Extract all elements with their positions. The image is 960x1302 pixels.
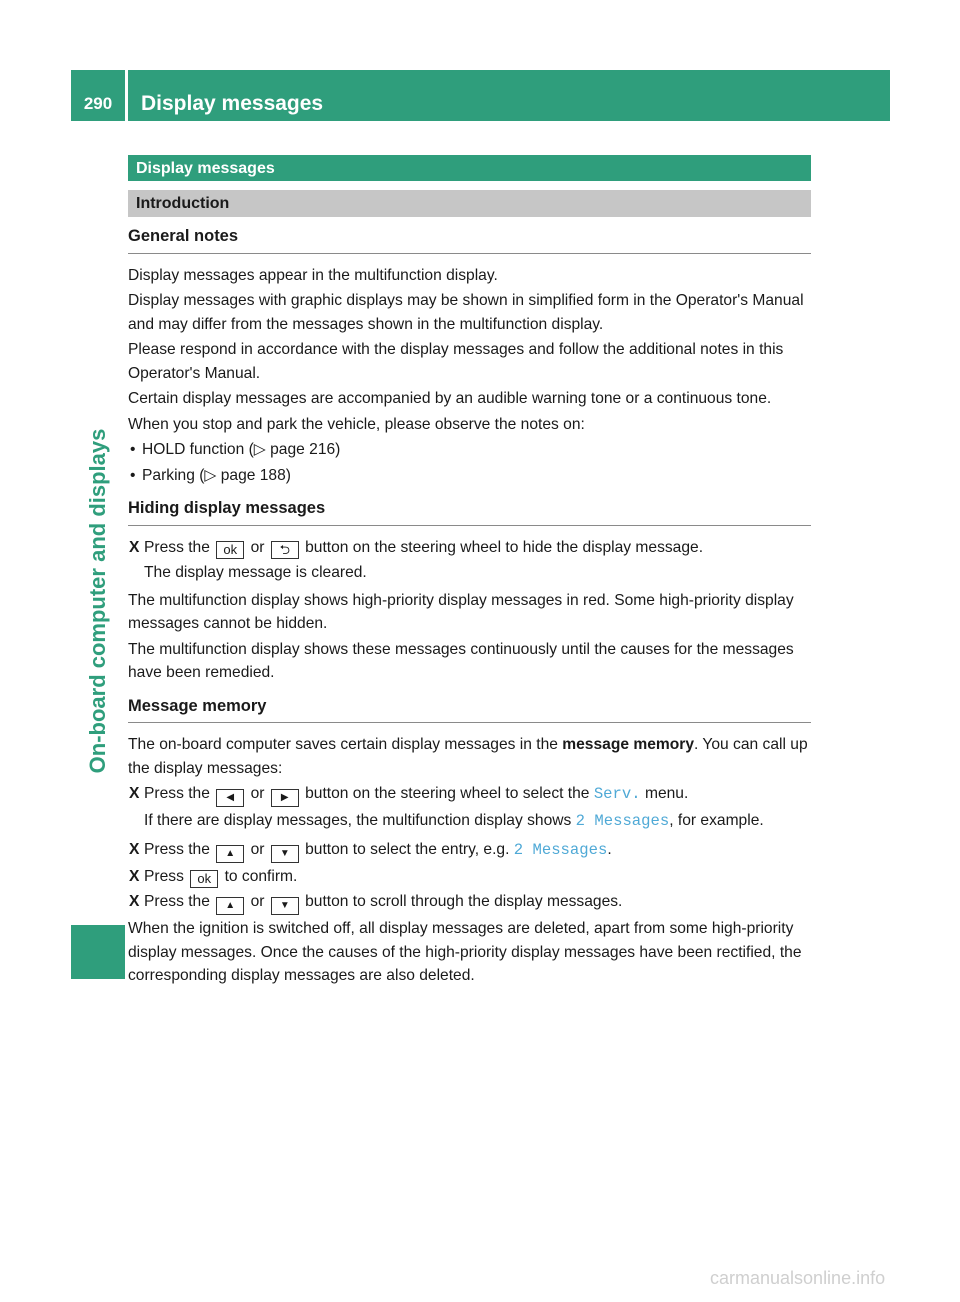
display-text-messages: 2 Messages <box>575 812 670 830</box>
down-key-icon: ▼ <box>271 845 299 863</box>
text: Press the <box>144 785 210 802</box>
step-item <box>128 536 811 560</box>
bold-term: message memory <box>562 736 695 753</box>
step-item <box>128 865 811 889</box>
up-key-icon: ▲ <box>216 845 244 863</box>
step-item <box>128 890 811 915</box>
heading-general-notes: General notes <box>128 225 811 254</box>
ok-key-icon: ok <box>190 870 218 888</box>
right-key-icon: ▶ <box>271 789 299 807</box>
text: If there are display messages, the multifunction display shows <box>144 812 572 829</box>
text: Press the <box>144 840 210 858</box>
text: button to scroll through the display messages. <box>305 893 623 910</box>
side-chapter-label <box>82 428 114 774</box>
side-chapter-text: On-board computer and displays <box>85 428 110 774</box>
text: button to select the entry, e.g. <box>305 840 510 858</box>
paragraph: When you stop and park the vehicle, please observe the notes on: <box>128 415 585 433</box>
text: button on the steering wheel to hide the display message. <box>305 538 704 556</box>
text: menu. <box>644 785 689 802</box>
bullet-icon: • <box>130 441 136 458</box>
back-key-icon: ⮌ <box>271 541 299 559</box>
page-title: Display messages <box>141 92 324 115</box>
paragraph: When the ignition is switched off, all display messages are deleted, apart from some high-priority display messages. Once the causes of the high-priority display messages have been rectified, the corresponding display messages are also deleted. <box>128 920 802 984</box>
step-arrow-icon: X <box>129 867 140 885</box>
text: button on the steering wheel to select the <box>305 785 590 802</box>
ok-key-icon: ok <box>216 541 244 559</box>
text: to confirm. <box>224 867 298 885</box>
paragraph: Please respond in accordance with the display messages and follow the additional notes in this Operator's Manual. <box>128 341 784 382</box>
main-content <box>128 155 811 990</box>
step-arrow-icon: X <box>129 840 140 858</box>
step-item <box>128 838 811 863</box>
text: , for example. <box>669 812 764 829</box>
paragraph: The multifunction display shows high-priority display messages in red. Some high-priority display messages cannot be hidden. <box>128 591 794 632</box>
step-arrow-icon: X <box>129 538 140 556</box>
text: . <box>607 840 612 858</box>
step-result <box>128 809 811 834</box>
down-key-icon: ▼ <box>271 897 299 915</box>
text: Press <box>144 867 184 885</box>
heading-message-memory: Message memory <box>128 695 811 724</box>
step-item <box>128 782 811 807</box>
text: or <box>250 840 265 858</box>
link-parking[interactable]: Parking (▷ page 188) <box>142 466 291 484</box>
section-title: Display messages <box>128 155 811 181</box>
heading-hiding-messages: Hiding display messages <box>128 497 811 526</box>
display-text-messages: 2 Messages <box>513 840 608 859</box>
paragraph: The multifunction display shows these messages continuously until the causes for the messages have been remedied. <box>128 640 794 681</box>
step-arrow-icon: X <box>129 785 140 802</box>
header-divider <box>125 70 128 121</box>
paragraph <box>128 733 811 780</box>
display-text-serv: Serv. <box>593 785 641 803</box>
step-arrow-icon: X <box>129 893 140 910</box>
page-number: 290 <box>83 94 113 113</box>
text: . You can call up the display messages: <box>128 736 808 777</box>
text: Press the <box>144 893 210 910</box>
text: The on-board computer saves certain display messages in the <box>128 736 558 753</box>
paragraph: Display messages appear in the multifunction display. <box>128 266 498 284</box>
footer-watermark: carmanualsonline.info <box>710 1268 886 1288</box>
text: Press the <box>144 538 210 556</box>
bullet-icon: • <box>130 466 136 484</box>
link-hold-function[interactable]: HOLD function (▷ page 216) <box>142 441 341 458</box>
up-key-icon: ▲ <box>216 897 244 915</box>
list-item <box>128 438 811 462</box>
side-marker <box>71 925 125 979</box>
text: or <box>250 893 265 910</box>
text: or <box>250 538 265 556</box>
paragraph: Display messages with graphic displays may be shown in simplified form in the Operator's Manual and may differ from the messages shown in the multifunction display. <box>128 292 804 333</box>
list-item <box>128 464 811 488</box>
left-key-icon: ◀ <box>216 789 244 807</box>
step-result: The display message is cleared. <box>144 564 367 581</box>
text: or <box>250 785 265 802</box>
section-subtitle: Introduction <box>128 190 811 217</box>
paragraph: Certain display messages are accompanied by an audible warning tone or a continuous tone. <box>128 390 772 407</box>
